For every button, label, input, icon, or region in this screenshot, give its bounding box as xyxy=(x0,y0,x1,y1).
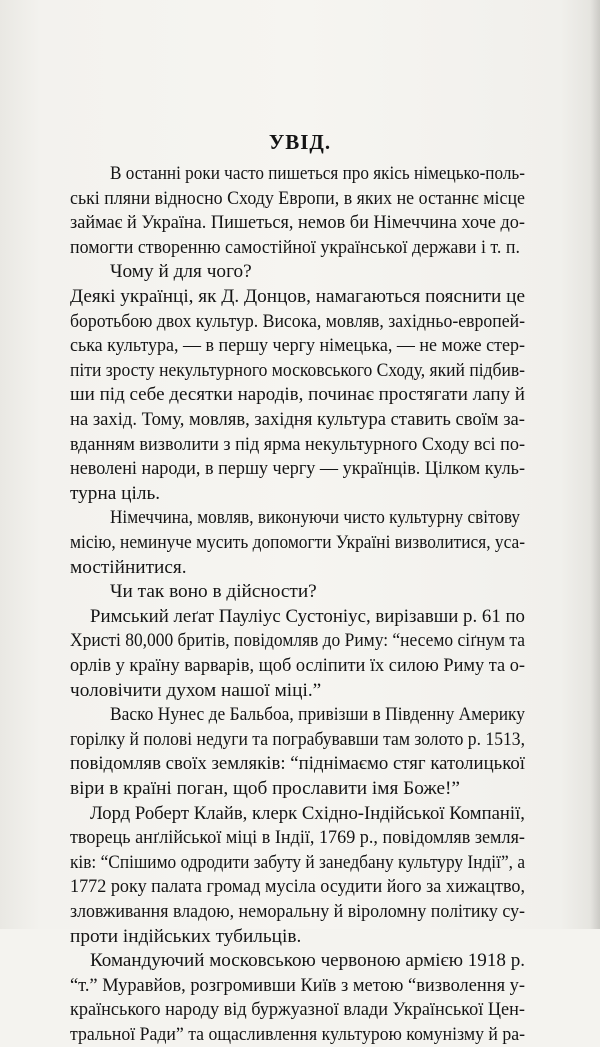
text-line xyxy=(0,236,600,260)
text-line-content: орлів у країну варварів, щоб осліпити їх силою Риму та о- xyxy=(70,655,526,676)
text-line xyxy=(0,211,600,235)
text-line xyxy=(0,752,600,776)
text-line xyxy=(0,605,600,629)
text-line-content: “т.” Муравйов, розгромивши Київ з метою “визволення у- xyxy=(70,974,526,996)
text-line-content: турна ціль. xyxy=(70,482,161,504)
text-line xyxy=(0,383,600,407)
text-line xyxy=(0,629,600,653)
text-line xyxy=(0,260,600,284)
text-line-content: Чи так воно в дійсности? xyxy=(110,581,317,603)
text-line-content: ків: “Спішимо одродити забуту й занедбану культуру Індії”, а xyxy=(70,851,526,873)
text-line-content: країнського народу від буржуазної влади Української Цен- xyxy=(70,999,525,1021)
text-line-content: Христі 80,000 бритів, повідомляв до Риму: “несемо сіґнум та xyxy=(70,630,526,652)
text-line xyxy=(0,457,600,481)
text-line xyxy=(0,556,600,580)
text-line-content: Чому й для чого? xyxy=(110,261,252,283)
text-line xyxy=(0,900,600,924)
text-line-content: займає й Україна. Пишеться, немов би Німеччина хоче до- xyxy=(70,212,525,234)
text-line xyxy=(0,506,600,530)
text-line-content: Васко Нунес де Бальбоа, привізши в Південну Америку xyxy=(110,704,525,726)
text-line xyxy=(0,408,600,432)
text-line xyxy=(0,334,600,358)
text-line xyxy=(0,875,600,899)
text-line-content: ська культура, — в першу чергу німецька, — не може стер- xyxy=(70,335,526,357)
text-line xyxy=(0,531,600,555)
text-line-content: помогти створенню самостійної української держави і т. п. xyxy=(70,236,520,258)
text-line-content: вданням визволити з під ярма некультурного Сходу всі по- xyxy=(70,433,526,455)
text-line xyxy=(0,1023,600,1047)
text-line-content: піти зросту некультурного московського Сходу, який підбив- xyxy=(70,359,526,381)
text-line-content: зловживання владою, неморальну й віроломну політику су- xyxy=(70,901,526,922)
text-line xyxy=(0,802,600,826)
text-line xyxy=(0,974,600,998)
text-line-content: проти індійських тубильців. xyxy=(70,925,302,947)
text-line-content: Лорд Роберт Клайв, клерк Східно-Індійської Компанії, xyxy=(90,802,525,824)
text-line xyxy=(0,310,600,334)
text-line-content: ські пляни відносно Сходу Европи, в яких не останнє місце xyxy=(70,187,526,209)
text-line xyxy=(0,728,600,752)
text-line xyxy=(0,679,600,703)
text-line-content: В останні роки часто пишеться про якісь німецько-поль- xyxy=(110,163,525,184)
text-line-content: неволені народи, в першу чергу — українців. Цілком куль- xyxy=(70,458,526,480)
text-line-content: Німеччина, мовляв, виконуючи чисто культурну світову xyxy=(110,507,521,529)
text-line-content: Деякі українці, як Д. Донцов, намагаються пояснити це xyxy=(70,286,525,307)
text-line xyxy=(0,654,600,678)
text-line-content: повідомляв своїх земляків: “піднімаємо стяг католицької xyxy=(70,753,526,775)
text-line xyxy=(0,777,600,801)
text-line xyxy=(0,187,600,211)
text-line-content: горілку й полові недуги та пограбувавши там золото р. 1513, xyxy=(70,728,525,750)
text-line-content: Римський леґат Пауліус Сустоніус, вирізавши р. 61 по xyxy=(90,605,525,627)
text-line-content: боротьбою двох культур. Висока, мовляв, західньо-европей- xyxy=(70,310,526,332)
text-line xyxy=(0,949,600,973)
text-line xyxy=(0,162,600,186)
text-line xyxy=(0,925,600,949)
text-line-content: місію, неминуче мусить допомогти Україні визволитися, уса- xyxy=(70,532,526,553)
text-line-content: тральної Ради” та ощасливлення культурою комунізму й ра- xyxy=(70,1024,526,1045)
text-line-content: мостійнитися. xyxy=(70,556,187,578)
text-line-content: 1772 року палата громад мусіла осудити його за хижацтво, xyxy=(70,876,526,898)
text-line xyxy=(0,433,600,457)
text-line xyxy=(0,580,600,604)
text-line xyxy=(0,359,600,383)
text-line xyxy=(0,826,600,850)
text-line-content: творець анґлійської міці в Індії, 1769 р., повідомляв земля- xyxy=(70,827,525,849)
text-line xyxy=(0,998,600,1022)
chapter-title: УВІД. xyxy=(268,130,332,154)
text-line xyxy=(0,851,600,875)
text-line-content: ши під себе десятки народів, починає простягати лапу й xyxy=(70,384,525,406)
text-line xyxy=(0,285,600,309)
text-line-content: Командуючий московською червоною армією 1918 р. xyxy=(90,950,526,972)
text-line-content: чоловічити духом нашої міці.” xyxy=(70,679,322,701)
text-line-content: на захід. Тому, мовляв, західня культура ставить своїм за- xyxy=(70,409,525,430)
text-line xyxy=(0,482,600,506)
text-line xyxy=(0,703,600,727)
text-line-content: віри в країні поган, щоб прославити імя Боже!” xyxy=(70,778,460,799)
